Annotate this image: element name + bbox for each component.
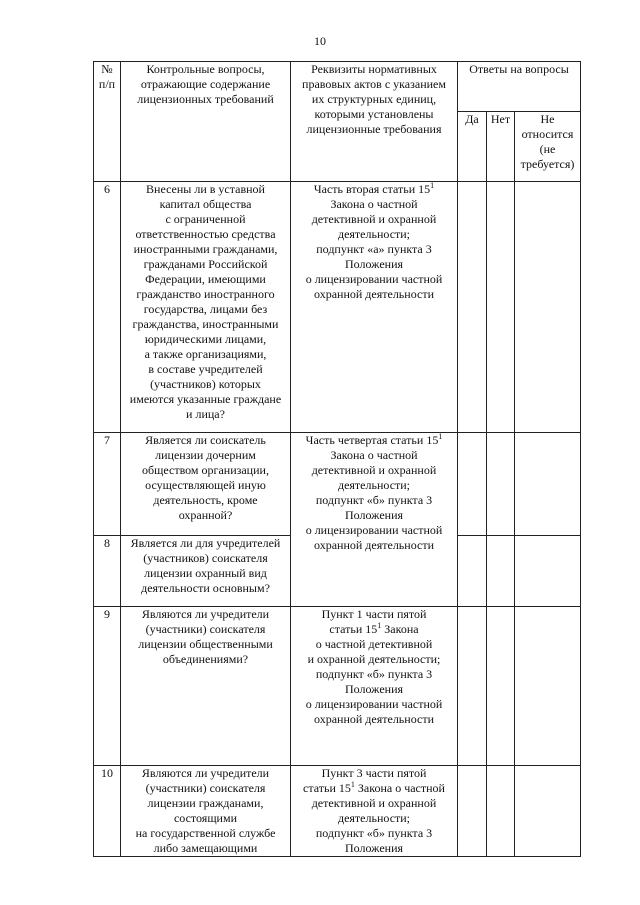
header-row-1 [94, 62, 581, 112]
answer-yes-cell[interactable] [458, 607, 487, 766]
row-question: Является ли для учредителей (участников) соискателя лицензии охранный вид деятельности основным? [121, 536, 291, 607]
checklist-table [93, 61, 581, 857]
superscript: 1 [438, 432, 443, 441]
header-yes: Да [458, 112, 487, 182]
answer-no-cell[interactable] [487, 536, 515, 607]
requisites-text: Пункт 3 части пятой статьи 15 [303, 766, 427, 795]
header-answers: Ответы на вопросы [458, 62, 581, 112]
superscript: 1 [430, 181, 435, 190]
answer-no-cell[interactable] [487, 766, 515, 857]
row-question: Являются ли учредители (участники) соискателя лицензии общественными объединениями? [121, 607, 291, 766]
answer-yes-cell[interactable] [458, 433, 487, 536]
superscript: 1 [350, 780, 355, 789]
row-number: 7 [94, 433, 121, 536]
answer-no-cell[interactable] [487, 433, 515, 536]
row-question: Является ли соискатель лицензии дочерним обществом организации, осуществляющей иную деятельность, кроме охранной? [121, 433, 291, 536]
row-number: 8 [94, 536, 121, 607]
requisites-text: Пункт 1 части пятой статьи 15 [321, 607, 427, 636]
header-num: № п/п [94, 62, 121, 182]
requisites-text: Закона о частной детективной и охранной деятельности; подпункт «б» пункта 3 Положения о лицензировании частной охранной деятельности [305, 448, 443, 552]
requisites-text: Закона о частной детективной и охранной деятельности; подпункт «б» пункта 3 Положения [311, 781, 445, 855]
header-requisites: Реквизиты нормативных правовых актов с указанием их структурных единиц, которыми установлены лицензионные требования [291, 62, 458, 182]
answer-yes-cell[interactable] [458, 766, 487, 857]
row-question: Являются ли учредители (участники) соискателя лицензии гражданами, состоящими на государственной службе либо замещающими [121, 766, 291, 857]
header-no: Нет [487, 112, 515, 182]
answer-na-cell[interactable] [515, 536, 581, 607]
answer-yes-cell[interactable] [458, 536, 487, 607]
superscript: 1 [377, 621, 382, 630]
row-question: Внесены ли в уставной капитал общества с ограниченной ответственностью средства иностранными гражданами, гражданами Российской Федерации, имеющими гражданство иностранного государства, лицами без гражданства, иностранными юридическими лицами, а также организациями, в составе учредителей (участников) которых имеются указанные граждане и лица? [121, 182, 291, 433]
row-number: 9 [94, 607, 121, 766]
row-number: 10 [94, 766, 121, 857]
answer-no-cell[interactable] [487, 182, 515, 433]
answer-na-cell[interactable] [515, 433, 581, 536]
row-requisites [291, 182, 458, 433]
answer-na-cell[interactable] [515, 607, 581, 766]
answer-na-cell[interactable] [515, 766, 581, 857]
table-row [94, 433, 581, 536]
table-row [94, 182, 581, 433]
row-requisites [291, 433, 458, 607]
row-requisites [291, 607, 458, 766]
answer-na-cell[interactable] [515, 182, 581, 433]
requisites-text: Закона о частной детективной и охранной деятельности; подпункт «б» пункта 3 Положения о лицензировании частной охранной деятельности [305, 622, 443, 726]
page-number: 10 [314, 34, 326, 48]
answer-yes-cell[interactable] [458, 182, 487, 433]
header-questions: Контрольные вопросы, отражающие содержание лицензионных требований [121, 62, 291, 182]
table-row [94, 607, 581, 766]
requisites-text: Часть вторая статьи 15 [313, 182, 431, 196]
requisites-text: Закона о частной детективной и охранной деятельности; подпункт «а» пункта 3 Положения о лицензировании частной охранной деятельности [305, 197, 443, 301]
row-number: 6 [94, 182, 121, 433]
header-na: Не относится (не требуется) [515, 112, 581, 182]
row-requisites [291, 766, 458, 857]
answer-no-cell[interactable] [487, 607, 515, 766]
table-row [94, 766, 581, 857]
requisites-text: Часть четвертая статьи 15 [305, 433, 439, 447]
